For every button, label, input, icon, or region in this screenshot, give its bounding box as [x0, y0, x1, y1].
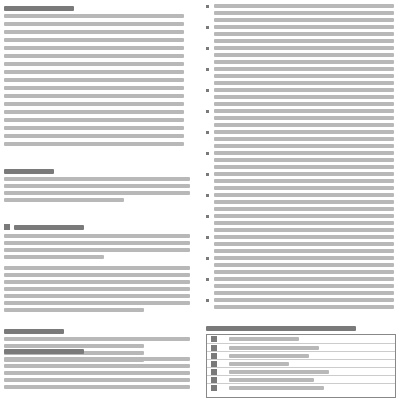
symbols-section: [206, 326, 396, 396]
left-column: [4, 4, 194, 396]
document-title: [0, 0, 1, 1]
symbols-table: [206, 334, 396, 398]
warning-icon: [4, 224, 10, 230]
table-row: [207, 335, 395, 343]
instructions-list: [206, 4, 396, 322]
technical-section: [4, 349, 194, 396]
warning-section: [4, 224, 194, 319]
table-row: [207, 383, 395, 392]
toc-heading: [4, 4, 5, 5]
intro-section: [4, 169, 194, 214]
table-of-contents: [4, 4, 194, 154]
right-column: [206, 4, 396, 396]
